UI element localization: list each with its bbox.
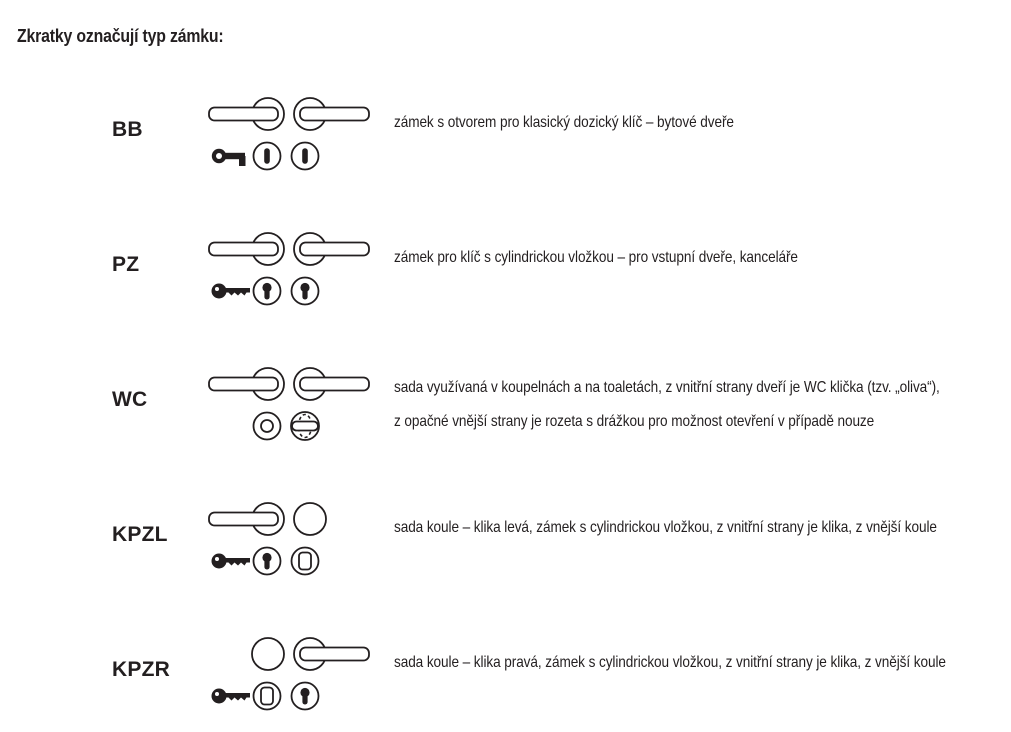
cylinder-key-icon: [212, 554, 251, 569]
lock-description: zámek s otvorem pro klasický dozický klíč – bytové dveře: [394, 114, 734, 131]
keyhole-slot-icon: [292, 143, 319, 170]
lever-handle-right-icon: [294, 368, 369, 400]
rosette-groove-icon: [254, 413, 281, 440]
keyhole-cylinder-icon: [292, 278, 319, 305]
lock-code-label: BB: [112, 118, 143, 141]
lock-description: sada využívaná v koupelnách a na toaletách, z vnitřní strany dveří je WC klička (tzv. „oliva“), z opačné vnější strany je rozeta s drážkou pro možnost otevření v případě nouze: [394, 379, 940, 430]
page-title: Zkratky označují typ zámku:: [17, 26, 224, 46]
lever-handle-right-icon: [294, 98, 369, 130]
door-knob-icon: [252, 638, 284, 670]
lock-description: zámek pro klíč s cylindrickou vložkou – pro vstupní dveře, kanceláře: [394, 249, 798, 266]
lock-code-label: KPZR: [112, 658, 170, 681]
lock-code-label: KPZL: [112, 523, 168, 546]
lock-type-row-kpzr: [0, 636, 1011, 732]
lock-description: sada koule – klika pravá, zámek s cylindrickou vložkou, z vnitřní strany je klika, z vnější koule: [394, 654, 946, 671]
classic-bit-key-icon: [212, 149, 246, 166]
lever-handle-right-icon: [294, 638, 369, 670]
lever-handle-left-icon: [209, 98, 284, 130]
lock-hardware-diagram-pz: [203, 231, 373, 307]
keyhole-cylinder-icon: [292, 683, 319, 710]
lock-hardware-diagram-wc: [203, 366, 373, 442]
lock-type-row-pz: [0, 231, 1011, 331]
blind-rosette-icon: [292, 548, 319, 575]
keyhole-cylinder-icon: [254, 278, 281, 305]
lock-type-row-kpzl: [0, 501, 1011, 601]
lock-hardware-diagram-kpzl: [203, 501, 373, 577]
lock-type-row-wc: [0, 366, 1011, 466]
lever-handle-right-icon: [294, 233, 369, 265]
keyhole-cylinder-icon: [254, 548, 281, 575]
lock-code-label: PZ: [112, 253, 140, 276]
door-knob-icon: [294, 503, 326, 535]
lock-code-label: WC: [112, 388, 148, 411]
lock-hardware-diagram-kpzr: [203, 636, 373, 712]
cylinder-key-icon: [212, 284, 251, 299]
blind-rosette-icon: [254, 683, 281, 710]
lock-type-row-bb: [0, 96, 1011, 196]
wc-oliva-thumbturn-icon: [291, 412, 319, 440]
lock-hardware-diagram-bb: [203, 96, 373, 172]
lever-handle-left-icon: [209, 368, 284, 400]
lever-handle-left-icon: [209, 503, 284, 535]
lever-handle-left-icon: [209, 233, 284, 265]
keyhole-slot-icon: [254, 143, 281, 170]
lock-description: sada koule – klika levá, zámek s cylindrickou vložkou, z vnitřní strany je klika, z vnější koule: [394, 519, 937, 536]
cylinder-key-icon: [212, 689, 251, 704]
